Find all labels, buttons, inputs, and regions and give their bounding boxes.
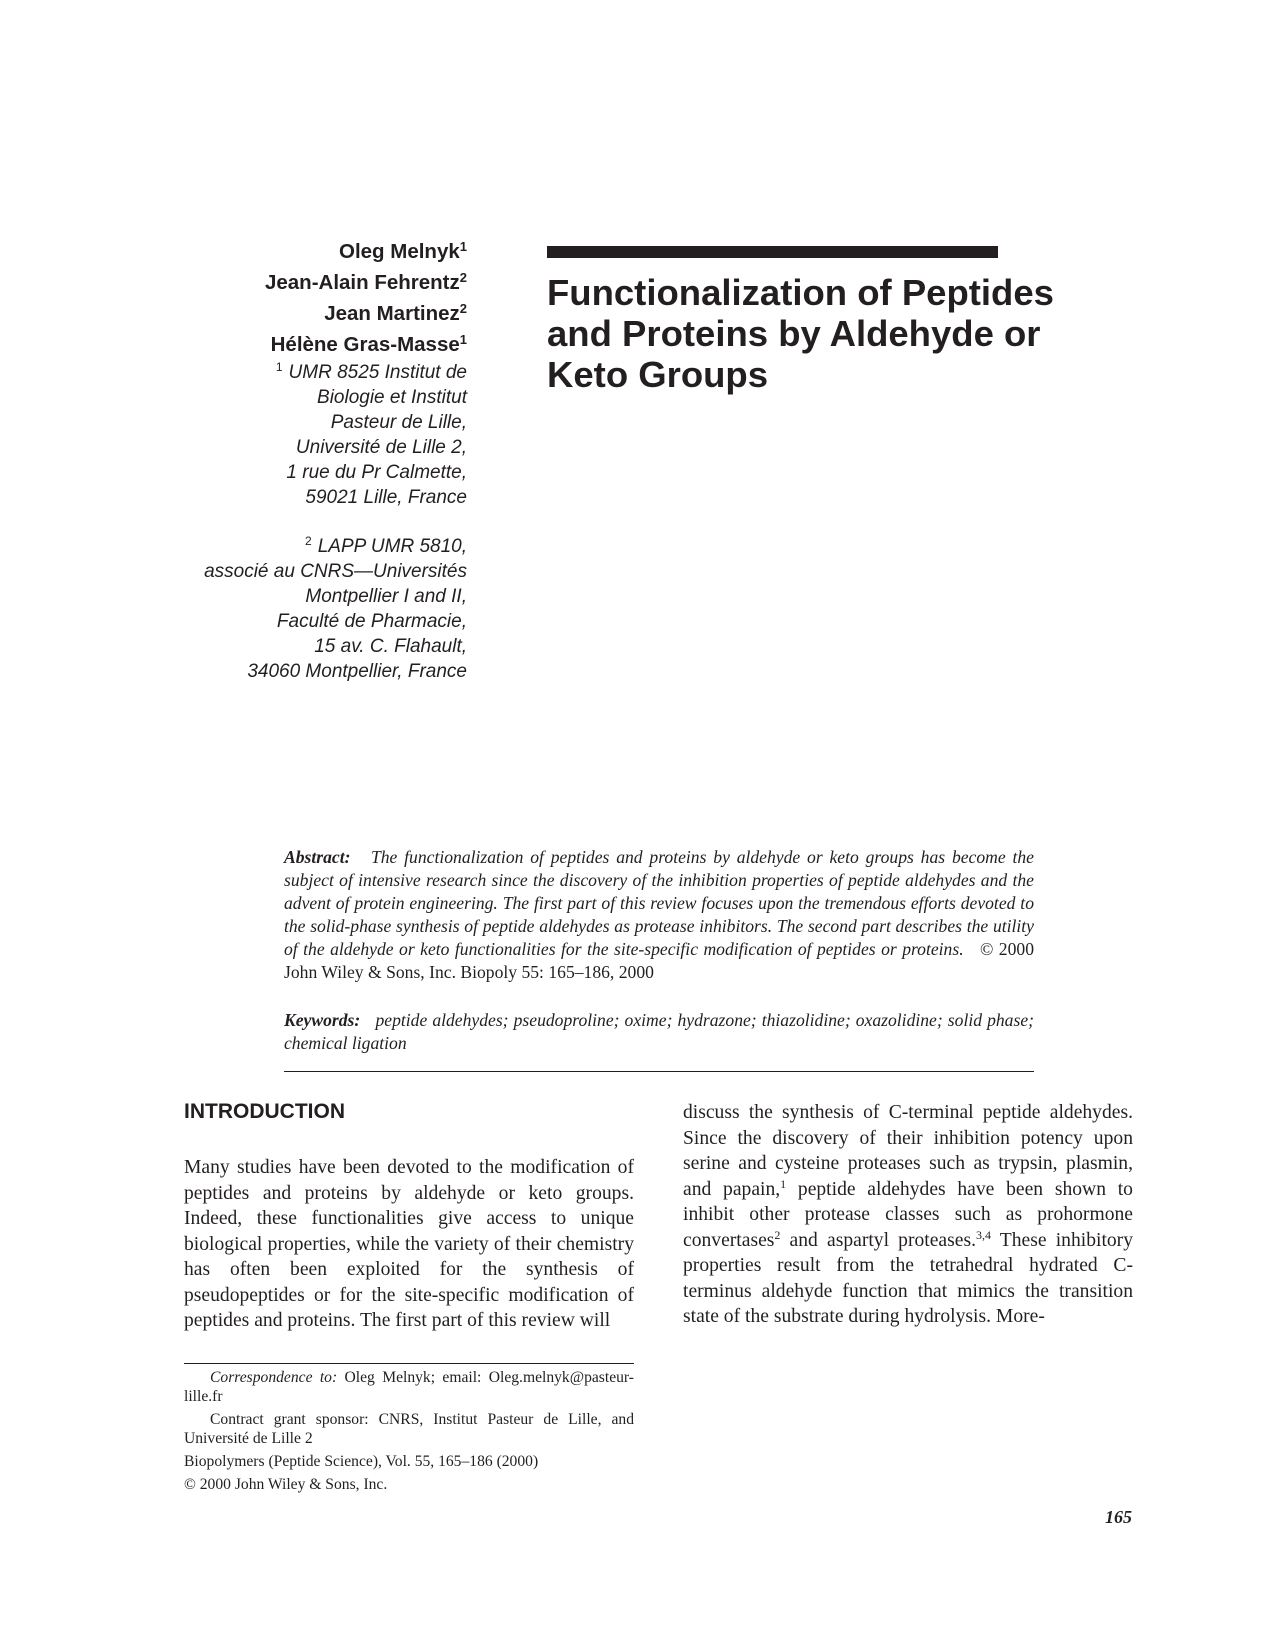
footnotes <box>184 1368 634 1494</box>
page-number: 165 <box>1105 1507 1132 1527</box>
author-name: Oleg Melnyk$^1$ <box>339 239 467 263</box>
footnote-journal: Biopolymers (Peptide Science), Vol. 55, 165–186 (2000) <box>184 1453 539 1470</box>
author-block <box>147 236 467 684</box>
body-column-right: discuss the synthesis of C-terminal peptide aldehydes. Since the discovery of their inhibition potency upon serine and cysteine proteases such as trypsin, plasmin, and papain,$^1$ peptide aldehydes have been shown to inhibit other protease classes such as prohormone convertases$^2$ and aspartyl proteases.$^{3,4}$ These inhibitory properties result from the tetrahedral hydrated C-terminus aldehyde function that mimics the transition state of the substrate during hydrolysis. More- <box>683 1102 1134 1327</box>
affiliation-line: 15 av. C. Flahault, <box>314 636 467 657</box>
affiliation-line: Université de Lille 2, <box>295 437 467 458</box>
affiliation-line: Montpellier I and II, <box>305 586 467 607</box>
keywords-label: Keywords: <box>284 1010 361 1030</box>
keywords-text: peptide aldehydes; pseudoproline; oxime; hydrazone; thiazolidine; oxazolidine; solid phase; chemical ligation <box>284 1010 1034 1053</box>
affiliation-line: $^1$ UMR 8525 Institut de <box>275 360 467 383</box>
abstract-copyright: © 2000 John Wiley & Sons, Inc. Biopoly 55: 165–186, 2000 <box>284 939 1034 982</box>
affiliation-line: Faculté de Pharmacie, <box>276 611 467 632</box>
title-rule <box>547 246 998 258</box>
abstract-label: Abstract: <box>284 847 351 867</box>
author-name: Jean Martinez$^2$ <box>324 301 467 325</box>
article-title: Functionalization of Peptides and Proteins by Aldehyde or Keto Groups <box>547 272 1054 395</box>
affiliation-line: Biologie et Institut <box>317 387 467 408</box>
citation-ref: 2 <box>774 1227 781 1242</box>
author-name: Jean-Alain Fehrentz$^2$ <box>264 270 467 294</box>
affiliation-line: $^2$ LAPP UMR 5810, <box>305 534 467 557</box>
footnote-copyright: © 2000 John Wiley & Sons, Inc. <box>184 1476 388 1493</box>
abstract-text: The functionalization of peptides and proteins by aldehyde or keto groups has become the subject of intensive research since the discovery of the inhibition properties of peptide aldehydes and the advent of protein engineering. The first part of this review focuses upon the tremendous efforts devoted to the solid-phase synthesis of peptide aldehydes as protease inhibitors. The second part describes the utility of the aldehyde or keto functionalities for the site-specific modification of peptides or proteins. <box>284 847 1034 959</box>
citation-ref: 1 <box>780 1176 787 1191</box>
citation-ref: 3,4 <box>975 1227 991 1242</box>
body-column-left: Many studies have been devoted to the modification of peptides and proteins by aldehyde or keto groups. Indeed, these functionalities give access to unique biological properties, while the variety of their chemistry has often been exploited for the synthesis of pseudopeptides or for the site-specific modification of peptides and proteins. The first part of this review will <box>184 1157 634 1331</box>
keywords <box>284 1009 1034 1055</box>
section-heading: INTRODUCTION <box>184 1100 345 1123</box>
abstract <box>284 846 1034 984</box>
affiliation-line: 1 rue du Pr Calmette, <box>286 462 467 483</box>
author-name: Hélène Gras-Masse$^1$ <box>270 332 467 356</box>
affiliation-line: 34060 Montpellier, France <box>247 661 467 682</box>
affiliation-line: associé au CNRS—Universités <box>204 561 467 582</box>
footnote-divider <box>184 1363 634 1364</box>
affiliation-line: Pasteur de Lille, <box>330 412 467 433</box>
footnote-correspondence: Correspondence to: Oleg Melnyk; email: Oleg.melnyk@pasteur-lille.fr <box>184 1369 634 1405</box>
footnote-grant: Contract grant sponsor: CNRS, Institut Pasteur de Lille, and Université de Lille 2 <box>184 1411 634 1447</box>
affiliation-line: 59021 Lille, France <box>305 487 467 508</box>
abstract-divider <box>284 1071 1034 1072</box>
